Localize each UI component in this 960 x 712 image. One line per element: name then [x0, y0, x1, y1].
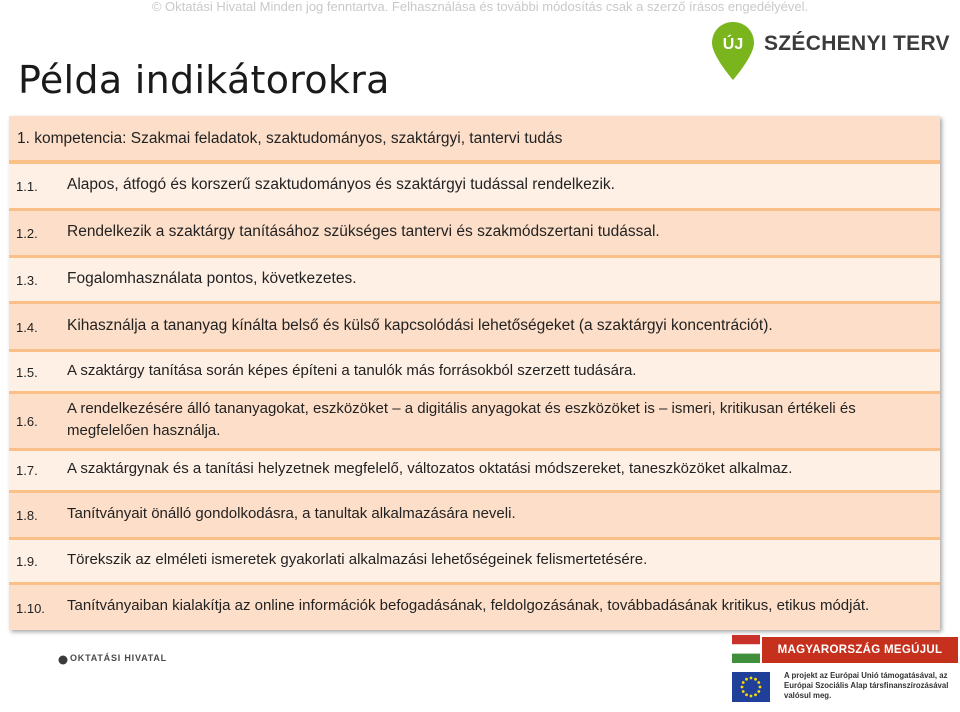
eu-flag-icon — [732, 672, 770, 702]
row-number: 1.6. — [16, 414, 38, 429]
table-header-row — [9, 116, 940, 160]
row-number: 1.4. — [16, 320, 38, 335]
szechenyi-terv-logo — [710, 20, 950, 82]
row-text: Tanítványaiban kialakítja az online információk befogadásának, feldolgozásának, továbbadásának kritikus, etikus módját. — [67, 597, 870, 614]
row-number: 1.2. — [16, 226, 38, 241]
eu-funding-notice: A projekt az Európai Unió támogatásával, az Európai Szociális Alap társfinanszírozásával valósul meg. — [784, 671, 949, 700]
row-number: 1.5. — [16, 365, 38, 380]
row-number: 1.9. — [16, 554, 38, 569]
row-text: A szaktárgy tanítása során képes építeni a tanulók más forrásokból szerzett tudására. — [67, 362, 637, 379]
copyright-notice: © Oktatási Hivatal Minden jog fenntartva. Felhasználása és további módosítás csak a szerző írásos engedélyével. — [151, 0, 809, 14]
row-text: Törekszik az elméleti ismeretek gyakorlati alkalmazási lehetőségeinek felismertetésére. — [67, 551, 648, 568]
table-row — [9, 164, 940, 208]
table-row — [9, 258, 940, 301]
oktatasi-hivatal-logo — [58, 652, 167, 668]
row-number: 1.10. — [16, 601, 45, 616]
row-text: A szaktárgynak és a tanítási helyzetnek megfelelő, változatos oktatási módszereket, taneszközöket alkalmaz. — [67, 460, 793, 477]
table-row — [9, 585, 940, 630]
indicator-table — [9, 116, 940, 630]
row-number: 1.8. — [16, 508, 38, 523]
row-text: Fogalomhasználata pontos, következetes. — [67, 270, 357, 287]
page-title: Példa indikátorokra — [18, 58, 390, 102]
row-text: Tanítványait önálló gondolkodásra, a tanultak alkalmazására neveli. — [67, 505, 516, 522]
row-number: 1.3. — [16, 273, 38, 288]
table-row — [9, 451, 940, 490]
oktatasi-hivatal-text: OKTATÁSI HIVATAL — [70, 653, 167, 663]
szechenyi-badge-text: ÚJ — [722, 36, 744, 53]
row-text: Kihasználja a tananyag kínálta belső és külső kapcsolódási lehetőségeket (a szaktárgyi koncentrációt). — [67, 317, 773, 334]
competency-title: 1. kompetencia: Szakmai feladatok, szaktudományos, szaktárgyi, tantervi tudás — [17, 130, 563, 147]
szechenyi-pin-icon — [710, 20, 756, 82]
hungarian-flag-icon — [732, 635, 760, 663]
row-number: 1.1. — [16, 179, 38, 194]
szechenyi-logo-text: SZÉCHENYI TERV — [764, 32, 950, 55]
oktatasi-hivatal-icon — [58, 655, 68, 665]
table-row — [9, 540, 940, 582]
table-row — [9, 394, 940, 448]
row-text: Rendelkezik a szaktárgy tanításához szükséges tantervi és szakmódszertani tudással. — [67, 223, 660, 240]
table-row — [9, 304, 940, 349]
table-row — [9, 352, 940, 391]
row-text: A rendelkezésére álló tananyagokat, eszközöket – a digitális anyagokat és eszközöket is – ismeri, kritikusan értékeli és megfelelően használja. — [67, 400, 856, 439]
table-row — [9, 493, 940, 537]
table-row — [9, 211, 940, 255]
magyarorszag-megujul-banner: MAGYARORSZÁG MEGÚJUL — [762, 637, 958, 663]
row-text: Alapos, átfogó és korszerű szaktudományos és szaktárgyi tudással rendelkezik. — [67, 176, 615, 193]
row-number: 1.7. — [16, 463, 38, 478]
